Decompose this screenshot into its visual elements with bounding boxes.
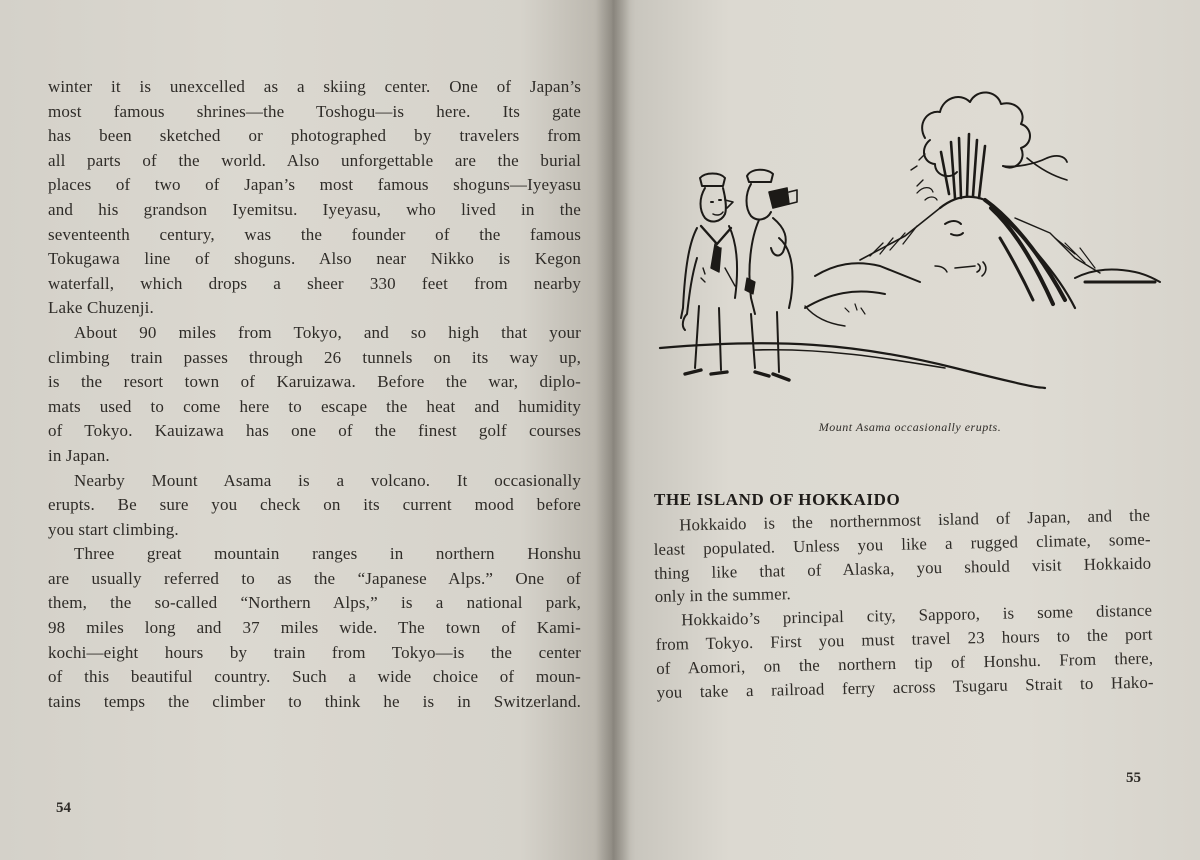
text-line: of Tokyo. Kauizawa has one of the finest golf courses: [48, 421, 581, 441]
text-line: winter it is unexcelled as a skiing center. One of Japan’s: [48, 77, 581, 96]
text-line: places of two of Japan’s most famous shoguns—Iyeyasu: [48, 175, 581, 195]
illustration-caption: Mount Asama occasionally erupts.: [818, 420, 1002, 434]
text-line: waterfall, which drops a sheer 330 feet from nearby: [48, 273, 581, 293]
text-line: from Tokyo. First you must travel 23 hours to the port: [655, 624, 1153, 654]
text-line: Tokugawa line of shoguns. Also near Nikko is Kegon: [48, 249, 581, 269]
text-line: Hokkaido’s principal city, Sapporo, is some distance: [681, 600, 1153, 630]
left-page-body-text: [48, 75, 581, 714]
text-line: of Aomori, on the northern tip of Honshu. From there,: [656, 648, 1154, 678]
text-line: Lake Chuzenji.: [48, 298, 154, 318]
text-line: climbing train passes through 26 tunnels on its way up,: [48, 347, 581, 367]
text-line: has been sketched or photographed by travelers from: [48, 126, 581, 146]
text-line: least populated. Unless you like a rugged climate, some-: [653, 529, 1151, 559]
section-heading: THE ISLAND OF HOKKAIDO: [654, 490, 901, 509]
text-line: are usually referred to as the “Japanese Alps.” One of: [48, 568, 581, 588]
text-line: Three great mountain ranges in northern Honshu: [74, 544, 581, 564]
book-gutter: [596, 0, 630, 860]
text-line: kochi—eight hours by train from Tokyo—is the center: [48, 642, 581, 662]
text-line: thing like that of Alaska, you should visit Hokkaido: [654, 553, 1152, 583]
volcano-sailors-illustration: [655, 68, 1165, 398]
text-line: Hokkaido is the northernmost island of Japan, and the: [679, 505, 1151, 535]
text-line: you start climbing.: [48, 519, 179, 539]
text-line: and his grandson Iyemitsu. Iyeyasu, who lived in the: [48, 199, 581, 219]
text-line: only in the summer.: [654, 584, 792, 607]
right-page-body-text: [653, 504, 1154, 705]
text-line: all parts of the world. Also unforgettable are the burial: [48, 150, 581, 170]
text-line: tains temps the climber to think he is in Switzerland.: [48, 691, 581, 711]
text-line: Nearby Mount Asama is a volcano. It occasionally: [74, 470, 581, 490]
text-line: 98 miles long and 37 miles wide. The town of Kami-: [48, 618, 581, 638]
page-number-left: 54: [56, 800, 71, 816]
text-line: seventeenth century, was the founder of the famous: [48, 224, 581, 244]
page-number-right: 55: [1126, 770, 1141, 786]
text-line: mats used to come here to escape the heat and humidity: [48, 396, 581, 416]
text-line: you take a railroad ferry across Tsugaru Strait to Hako-: [656, 672, 1154, 702]
text-line: About 90 miles from Tokyo, and so high that your: [74, 322, 581, 342]
text-line: in Japan.: [48, 445, 110, 465]
text-line: them, the so-called “Northern Alps,” is a national park,: [48, 593, 581, 613]
text-line: is the resort town of Karuizawa. Before the war, diplo-: [48, 372, 581, 392]
text-line: most famous shrines—the Toshogu—is here. Its gate: [48, 101, 581, 121]
text-line: of this beautiful country. Such a wide choice of moun-: [48, 667, 581, 687]
text-line: erupts. Be sure you check on its current mood before: [48, 495, 581, 515]
